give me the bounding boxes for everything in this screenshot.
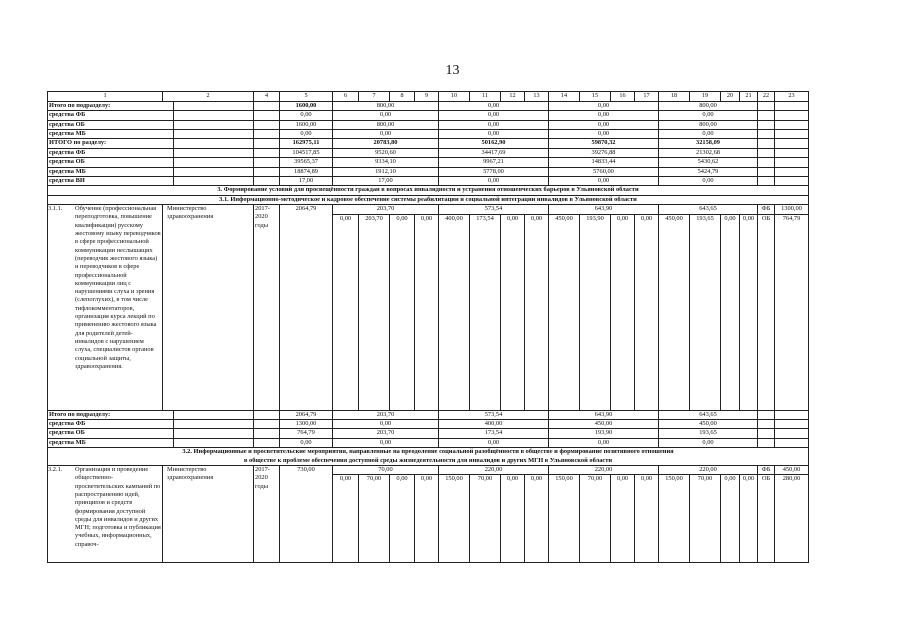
subsection-title: в обществе к проблеме обеспечения доступной среды жизнедеятельности для инвалидов и других МГН в Ульяновской области — [243, 456, 613, 464]
page-number: 13 — [445, 63, 460, 78]
detail-cell: 0,00 — [740, 475, 758, 563]
header-cell: 14 — [549, 92, 580, 102]
year-2019-cell: 5760,00 — [549, 167, 659, 176]
row-label: средства ОБ — [48, 120, 174, 129]
total-cell: 18874,89 — [280, 167, 333, 176]
year-2018-cell: 0,00 — [439, 120, 549, 129]
table-row — [48, 139, 809, 148]
item-executor: Министерство здравоохранения — [163, 466, 254, 563]
item-description: Организация и проведение общественно-просветительских кампаний по распространению идей, принципов и средств формирования доступной среды для инвалидов и других МГН; подготовка и публикация учебных, информационных, справоч- — [75, 466, 161, 548]
table-row — [48, 111, 809, 120]
subsection-title: 3.2. Информационные и просветительские мероприятия, направленные на преодоление социальной разобщённости в обществе и формирование позитивного отношения — [182, 448, 674, 456]
detail-cell: 0,00 — [333, 214, 359, 410]
total-cell: 0,00 — [280, 111, 333, 120]
detail-cell: 0,00 — [415, 214, 439, 410]
item-period: 2017-2020 годы — [254, 466, 280, 563]
header-cell: 5 — [280, 92, 333, 102]
detail-cell: 0,00 — [333, 475, 359, 563]
year-2017-cell: 203,70 — [333, 429, 439, 438]
year-2020-cell: 643,65 — [659, 410, 758, 419]
detail-cell: 150,00 — [659, 475, 690, 563]
total-cell: 104517,85 — [280, 148, 333, 157]
detail-cell: 0,00 — [525, 475, 549, 563]
detail-cell: 450,00 — [659, 214, 690, 410]
header-cell: 4 — [254, 92, 280, 102]
total-cell: 764,79 — [280, 429, 333, 438]
year-2020-cell: 220,00 — [659, 466, 758, 475]
year-2019-cell: 643,90 — [549, 410, 659, 419]
detail-cell: 0,00 — [635, 214, 659, 410]
year-2020-cell: 0,00 — [659, 129, 758, 138]
total-cell: 1600,00 — [280, 120, 333, 129]
table-row — [48, 429, 809, 438]
total-cell: 1600,00 — [280, 101, 333, 110]
detail-cell: 0,00 — [525, 214, 549, 410]
year-2020-cell: 0,00 — [659, 176, 758, 185]
fund-value: 764,79 — [775, 214, 809, 410]
year-2018-cell: 9967,21 — [439, 158, 549, 167]
year-2017-cell: 1912,10 — [333, 167, 439, 176]
year-2017-cell: 9520,60 — [333, 148, 439, 157]
year-2020-cell: 193,65 — [659, 429, 758, 438]
year-2018-cell: 0,00 — [439, 129, 549, 138]
total-cell: 162975,11 — [280, 139, 333, 148]
header-cell: 7 — [359, 92, 390, 102]
item-number: 3.1.1. — [48, 205, 63, 213]
detail-cell: 450,00 — [549, 214, 580, 410]
year-2019-cell: 14833,44 — [549, 158, 659, 167]
year-2020-cell: 643,65 — [659, 205, 758, 214]
year-2018-cell: 5778,00 — [439, 167, 549, 176]
item-row — [48, 466, 809, 475]
header-cell: 9 — [415, 92, 439, 102]
header-cell: 20 — [721, 92, 740, 102]
item-description: Обучение (профессиональная переподготовка, повышение квалификации) русскому жестовому языку переводчиков в сфере профессиональной коммуникации неслышащих (переводчик жестового языка) и переводчиков в сфере профессиональной коммуникации лиц с нарушениями слуха и зрения (слепоглухих), в том числе тифлокомментаторов, организация курса лекций по применению жестового языка для родителей детей-инвалидов с нарушением слуха, специалистов органов социальной защиты, здравоохранения. — [75, 205, 161, 370]
detail-cell: 0,00 — [740, 214, 758, 410]
year-2020-cell: 32158,09 — [659, 139, 758, 148]
row-label: средства МБ — [48, 129, 174, 138]
detail-cell: 0,00 — [611, 475, 635, 563]
year-2019-cell: 59870,32 — [549, 139, 659, 148]
total-cell: 2064,79 — [280, 410, 333, 419]
header-row — [48, 92, 809, 102]
detail-cell: 150,00 — [439, 475, 470, 563]
year-2017-cell: 0,00 — [333, 129, 439, 138]
year-2017-cell: 20783,80 — [333, 139, 439, 148]
year-2018-cell: 400,00 — [439, 419, 549, 428]
fund-value: 1300,00 — [775, 205, 809, 214]
table-row — [48, 129, 809, 138]
detail-cell: 400,00 — [439, 214, 470, 410]
detail-cell: 193,65 — [690, 214, 721, 410]
total-cell: 2064,79 — [280, 205, 333, 410]
item-executor: Министерство здравоохранения — [163, 205, 254, 410]
year-2020-cell: 800,00 — [659, 101, 758, 110]
detail-cell: 70,00 — [359, 475, 390, 563]
table-row — [48, 101, 809, 110]
table-row — [48, 158, 809, 167]
detail-cell: 0,00 — [501, 214, 525, 410]
year-2020-cell: 0,00 — [659, 111, 758, 120]
detail-cell: 70,00 — [690, 475, 721, 563]
detail-cell: 0,00 — [721, 214, 740, 410]
year-2019-cell: 39276,88 — [549, 148, 659, 157]
detail-cell: 0,00 — [501, 475, 525, 563]
header-cell: 19 — [690, 92, 721, 102]
row-label: средства МБ — [48, 438, 174, 447]
header-cell: 15 — [580, 92, 611, 102]
detail-cell: 193,90 — [580, 214, 611, 410]
subsection-title-row — [48, 195, 809, 204]
budget-table — [47, 91, 809, 563]
year-2019-cell: 0,00 — [549, 129, 659, 138]
detail-cell: 0,00 — [390, 214, 415, 410]
year-2017-cell: 9334,10 — [333, 158, 439, 167]
year-2017-cell: 70,00 — [333, 466, 439, 475]
detail-cell: 0,00 — [721, 475, 740, 563]
year-2018-cell: 573,54 — [439, 410, 549, 419]
year-2020-cell: 800,00 — [659, 120, 758, 129]
year-2017-cell: 17,00 — [333, 176, 439, 185]
row-label: средства ОБ — [48, 158, 174, 167]
detail-cell: 150,00 — [549, 475, 580, 563]
year-2019-cell: 450,00 — [549, 419, 659, 428]
year-2017-cell: 0,00 — [333, 438, 439, 447]
header-cell: 17 — [635, 92, 659, 102]
detail-cell: 70,00 — [580, 475, 611, 563]
year-2017-cell: 800,00 — [333, 120, 439, 129]
row-label: средства ФБ — [48, 148, 174, 157]
fund-label: ОБ — [758, 475, 775, 563]
year-2020-cell: 5430,62 — [659, 158, 758, 167]
section-title-row — [48, 186, 809, 195]
row-label: Итого по подразделу: — [48, 410, 174, 419]
year-2019-cell: 0,00 — [549, 120, 659, 129]
year-2017-cell: 0,00 — [333, 419, 439, 428]
total-cell: 730,00 — [280, 466, 333, 563]
row-label: средства ВИ — [48, 176, 174, 185]
year-2018-cell: 50162,90 — [439, 139, 549, 148]
fund-label: ФБ — [758, 466, 775, 475]
fund-value: 450,00 — [775, 466, 809, 475]
detail-cell: 0,00 — [415, 475, 439, 563]
total-cell: 1300,00 — [280, 419, 333, 428]
detail-cell: 0,00 — [635, 475, 659, 563]
item-number: 3.2.1. — [48, 466, 63, 474]
year-2019-cell: 220,00 — [549, 466, 659, 475]
year-2017-cell: 0,00 — [333, 111, 439, 120]
row-label: средства ФБ — [48, 111, 174, 120]
header-cell: 11 — [470, 92, 501, 102]
year-2018-cell: 573,54 — [439, 205, 549, 214]
year-2019-cell: 0,00 — [549, 101, 659, 110]
row-label: средства ФБ — [48, 419, 174, 428]
detail-cell: 203,70 — [359, 214, 390, 410]
total-cell: 39565,37 — [280, 158, 333, 167]
header-cell: 8 — [390, 92, 415, 102]
header-cell: 21 — [740, 92, 758, 102]
total-cell: 0,00 — [280, 129, 333, 138]
year-2020-cell: 5424,79 — [659, 167, 758, 176]
detail-cell: 70,00 — [470, 475, 501, 563]
section-title: 3. Формирование условий для просвещённости граждан в вопросах инвалидности и устранения отношенческих барьеров в Ульяновской области — [48, 186, 809, 195]
table-row — [48, 120, 809, 129]
detail-cell: 173,54 — [470, 214, 501, 410]
subsection-title: 3.1. Информационно-методическое и кадровое обеспечение системы реабилитации и социальной интеграции инвалидов в Ульяновской области — [48, 195, 809, 204]
header-cell: 18 — [659, 92, 690, 102]
year-2018-cell: 0,00 — [439, 111, 549, 120]
header-cell: 12 — [501, 92, 525, 102]
header-cell: 6 — [333, 92, 359, 102]
year-2018-cell: 0,00 — [439, 101, 549, 110]
header-cell: 23 — [775, 92, 809, 102]
year-2017-cell: 203,70 — [333, 410, 439, 419]
year-2019-cell: 193,90 — [549, 429, 659, 438]
year-2018-cell: 173,54 — [439, 429, 549, 438]
table-row — [48, 410, 809, 419]
row-label: Итого по подразделу: — [48, 101, 174, 110]
total-cell: 17,00 — [280, 176, 333, 185]
year-2020-cell: 0,00 — [659, 438, 758, 447]
header-cell: 13 — [525, 92, 549, 102]
header-cell: 2 — [163, 92, 254, 102]
fund-value: 280,00 — [775, 475, 809, 563]
header-cell: 10 — [439, 92, 470, 102]
year-2019-cell: 0,00 — [549, 111, 659, 120]
header-cell: 1 — [48, 92, 163, 102]
year-2018-cell: 220,00 — [439, 466, 549, 475]
year-2017-cell: 800,00 — [333, 101, 439, 110]
year-2020-cell: 21302,68 — [659, 148, 758, 157]
fund-label: ОБ — [758, 214, 775, 410]
year-2019-cell: 643,90 — [549, 205, 659, 214]
fund-label: ФБ — [758, 205, 775, 214]
total-cell: 0,00 — [280, 438, 333, 447]
table-row — [48, 167, 809, 176]
table-row — [48, 419, 809, 428]
year-2019-cell: 0,00 — [549, 438, 659, 447]
row-label: средства МБ — [48, 167, 174, 176]
year-2019-cell: 0,00 — [549, 176, 659, 185]
table-row — [48, 148, 809, 157]
row-label: средства ОБ — [48, 429, 174, 438]
header-cell: 22 — [758, 92, 775, 102]
detail-cell: 0,00 — [390, 475, 415, 563]
year-2017-cell: 203,70 — [333, 205, 439, 214]
year-2018-cell: 0,00 — [439, 438, 549, 447]
table-row — [48, 438, 809, 447]
year-2020-cell: 450,00 — [659, 419, 758, 428]
subsection-title-row — [48, 448, 809, 466]
row-label: ИТОГО по разделу: — [48, 139, 174, 148]
item-row — [48, 205, 809, 214]
item-period: 2017-2020 годы — [254, 205, 280, 410]
detail-cell: 0,00 — [611, 214, 635, 410]
year-2018-cell: 34417,69 — [439, 148, 549, 157]
header-cell: 16 — [611, 92, 635, 102]
table-row — [48, 176, 809, 185]
year-2018-cell: 0,00 — [439, 176, 549, 185]
